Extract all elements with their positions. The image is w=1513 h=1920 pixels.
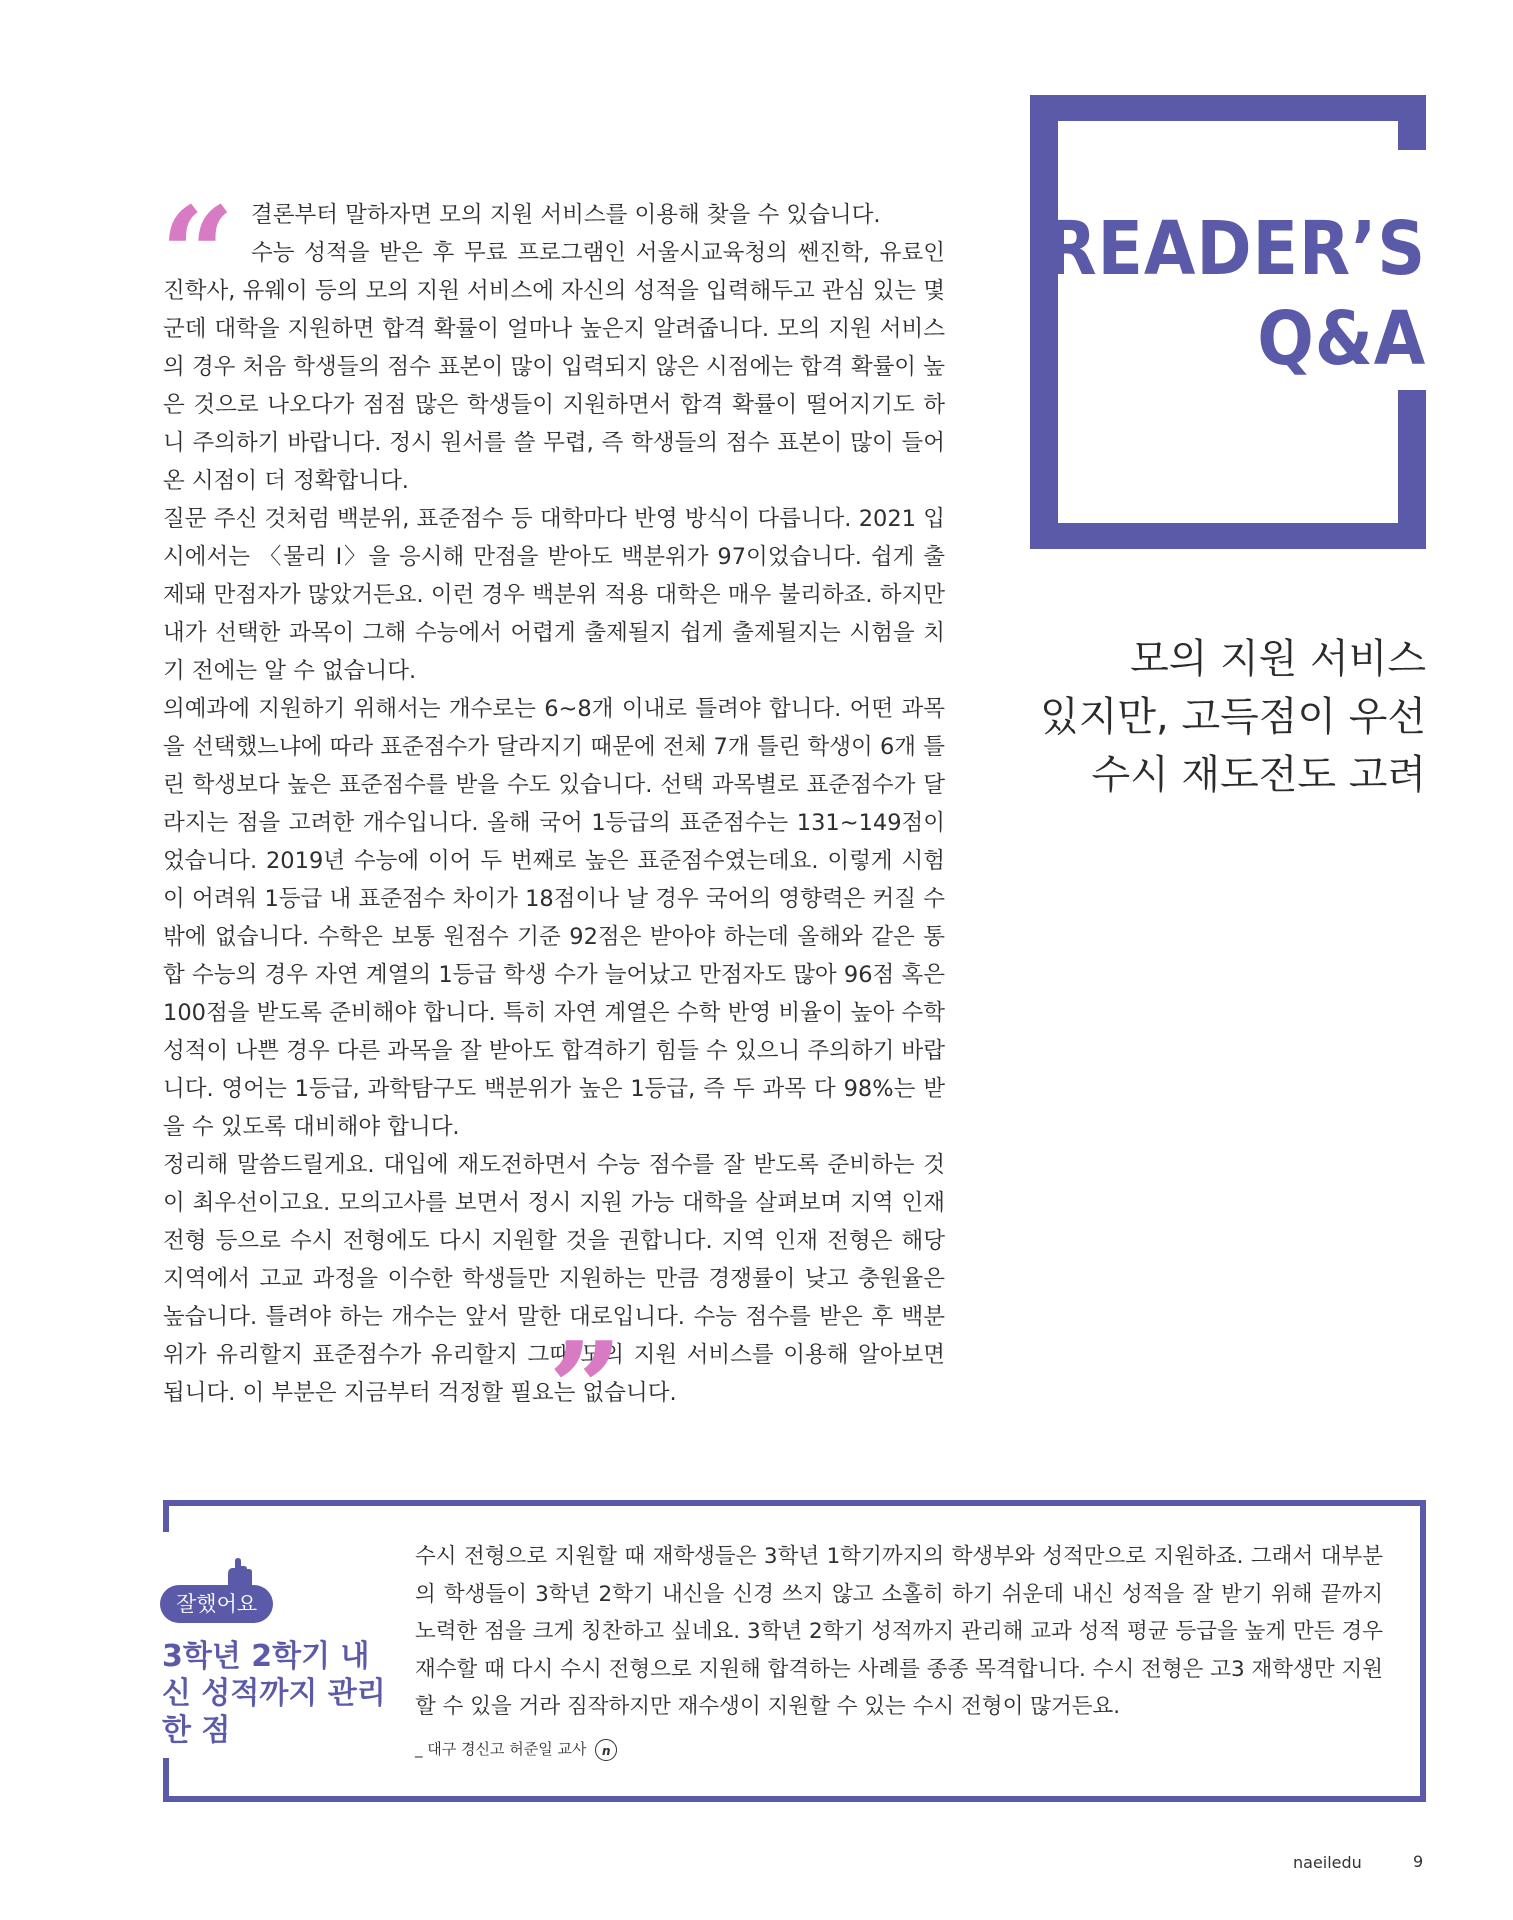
naeil-logo-icon: n bbox=[595, 1739, 617, 1761]
praise-text: 수시 전형으로 지원할 때 재학생들은 3학년 1학기까지의 학생부와 성적만으로 지원하죠. 그래서 대부분의 학생들이 3학년 2학기 내신을 신경 쓰지 않고 소홀히 하기 쉬운데 내신 성적을 잘 받기 위해 끝까지 노력한 점을 크게 칭찬하고 싶네요. 3학년 2학기 성적까지 관리해 교과 성적 평균 등급을 높게 만든 경우 재수할 때 다시 수시 전형으로 지원해 합격하는 사례를 종종 목격합니다. 수시 전형은 고3 재학생만 지원할 수 있을 거라 짐작하지만 재수생이 지원할 수 있는 수시 전형이 많거든요. bbox=[415, 1544, 1383, 1719]
praise-author bbox=[415, 1735, 617, 1763]
author-name: _ 대구 경신고 허준일 교사 bbox=[415, 1740, 587, 1758]
praise-title: 3학년 2학기 내신 성적까지 관리한 점 bbox=[162, 1639, 386, 1748]
praise-badge: 잘했어요 bbox=[160, 1585, 273, 1623]
title-line-1: READER’S bbox=[1045, 206, 1426, 292]
article-paragraph: 질문 주신 것처럼 백분위, 표준점수 등 대학마다 반영 방식이 다릅니다. 2021 입시에서는 〈물리 Ⅰ〉을 응시해 만점을 받아도 백분위가 97이었습니다. 쉽게 출제돼 만점자가 많았거든요. 이런 경우 백분위 적용 대학은 매우 불리하죠. 하지만 내가 선택한 과목이 그해 수능에서 어렵게 출제될지 쉽게 출제될지는 시험을 치기 전에는 알 수 없습니다. bbox=[163, 506, 945, 684]
article-headline bbox=[1006, 630, 1426, 804]
article-paragraph: 수능 성적을 받은 후 무료 프로그램인 서울시교육청의 쎈진학, 유료인 진학사, 유웨이 등의 모의 지원 서비스에 자신의 성적을 입력해두고 관심 있는 몇 군데 대학을 지원하면 합격 확률이 얼마나 높은지 알려줍니다. 모의 지원 서비스의 경우 처음 학생들의 점수 표본이 많이 입력되지 않은 시점에는 합격 확률이 높은 것으로 나오다가 점점 많은 학생들이 지원하면서 합격 확률이 떨어지기도 하니 주의하기 바랍니다. 정시 원서를 쓸 무렵, 즉 학생들의 점수 표본이 많이 들어온 시점이 더 정확합니다. bbox=[163, 240, 945, 494]
article-paragraph: 정리해 말씀드릴게요. 대입에 재도전하면서 수능 점수를 잘 받도록 준비하는 것이 최우선이고요. 모의고사를 보면서 정시 지원 가능 대학을 살펴보며 지역 인재 전형 등으로 수시 전형에도 다시 지원할 것을 권합니다. 지역 인재 전형은 해당 지역에서 고교 과정을 이수한 학생들만 지원하는 만큼 경쟁률이 낮고 충원율은 높습니다. 틀려야 하는 개수는 앞서 말한 대로입니다. 수능 점수를 받은 후 백분위가 유리할지 표준점수가 유리할지 그때 모의 지원 서비스를 이용해 알아보면 됩니다. 이 부분은 지금부터 걱정할 필요는 없습니다. bbox=[163, 1152, 945, 1406]
article-paragraph: 결론부터 말하자면 모의 지원 서비스를 이용해 찾을 수 있습니다. bbox=[251, 202, 881, 228]
page-number: 9 bbox=[1413, 1852, 1424, 1871]
article-body bbox=[163, 196, 945, 1412]
headline-line-3: 수시 재도전도 고려 bbox=[1091, 752, 1426, 798]
headline-line-1: 모의 지원 서비스 bbox=[1130, 636, 1426, 682]
open-quote-icon: “ bbox=[160, 178, 235, 331]
footer-brand: naeiledu bbox=[1293, 1853, 1362, 1872]
reader-qa-title bbox=[1045, 204, 1426, 384]
article-paragraph: 의예과에 지원하기 위해서는 개수로는 6~8개 이내로 틀려야 합니다. 어떤 과목을 선택했느냐에 따라 표준점수가 달라지기 때문에 전체 7개 틀린 학생이 6개 틀린 학생보다 높은 표준점수를 받을 수도 있습니다. 선택 과목별로 표준점수가 달라지는 점을 고려한 개수입니다. 올해 국어 1등급의 표준점수는 131~149점이었습니다. 2019년 수능에 이어 두 번째로 높은 표준점수였는데요. 이렇게 시험이 어려워 1등급 내 표준점수 차이가 18점이나 날 경우 국어의 영향력은 커질 수밖에 없습니다. 수학은 보통 원점수 기준 92점은 받아야 하는데 올해와 같은 통합 수능의 경우 자연 계열의 1등급 학생 수가 늘어났고 만점자도 많아 96점 혹은 100점을 받도록 준비해야 합니다. 특히 자연 계열은 수학 반영 비율이 높아 수학 성적이 나쁜 경우 다른 과목을 잘 받아도 합격하기 힘들 수 있으니 주의하기 바랍니다. 영어는 1등급, 과학탐구도 백분위가 높은 1등급, 즉 두 과목 다 98%는 받을 수 있도록 대비해야 합니다. bbox=[163, 696, 945, 1140]
title-line-2: Q&A bbox=[1257, 296, 1426, 382]
headline-line-2: 있지만, 고득점이 우선 bbox=[1040, 694, 1426, 740]
close-quote-icon: ” bbox=[548, 1313, 623, 1466]
